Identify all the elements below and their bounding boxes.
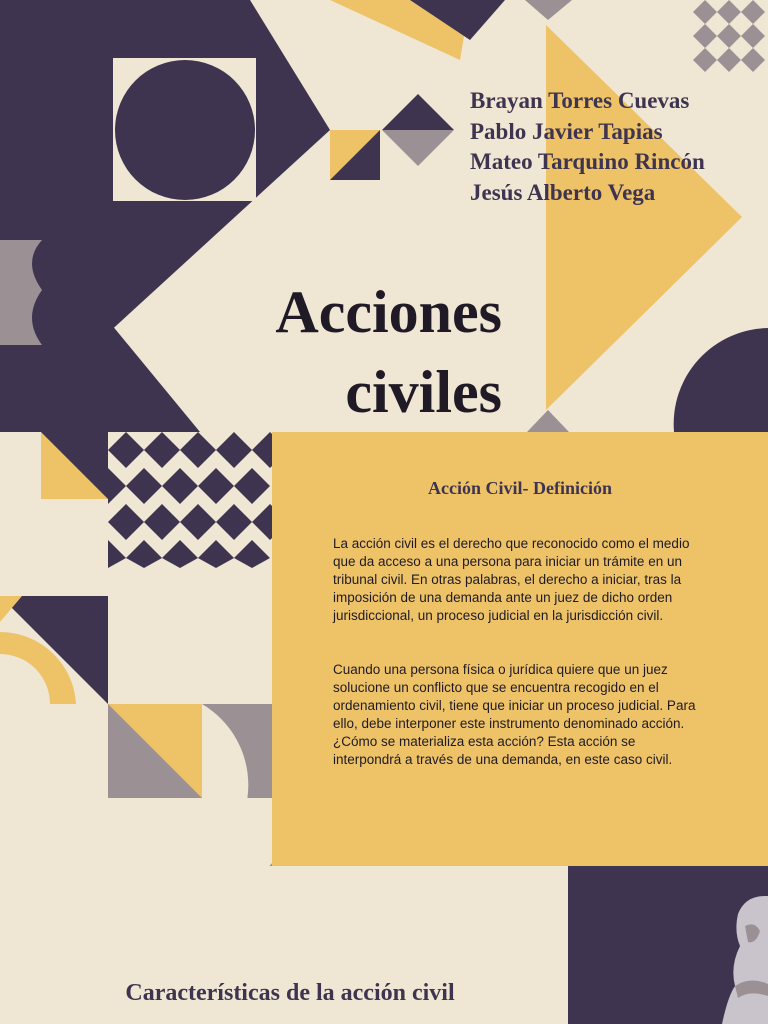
- purple-checker-pattern: [108, 432, 272, 568]
- section-heading: Acción Civil- Definición: [428, 478, 612, 498]
- purple-small-triangle-shape: [382, 94, 454, 130]
- characteristics-slide: [0, 866, 768, 1024]
- author-name: Mateo Tarquino Rincón: [470, 149, 705, 174]
- title-slide: [0, 0, 768, 432]
- gray-diamond-pattern: [693, 0, 765, 72]
- title-line-2: civiles: [345, 359, 502, 425]
- title-line-1: Acciones: [275, 279, 502, 345]
- author-name: Pablo Javier Tapias: [470, 118, 663, 144]
- purple-circle-shape: [115, 60, 255, 200]
- authors-list: [470, 86, 705, 208]
- slide-title: [275, 272, 502, 432]
- paragraph: La acción civil es el derecho que reconocido como el medio que da acceso a una persona para iniciar un trámite en un tribunal civil. En otras palabras, el derecho a iniciar, tras la imposición de una demanda ante un juez de dicho orden jurisdiccional, un proceso judicial en la jurisdicción civil.: [333, 536, 690, 623]
- gray-small-triangle-shape: [382, 130, 454, 166]
- definition-slide: [0, 432, 768, 866]
- paragraph: Cuando una persona física o jurídica quiere que un juez solucione un conflicto que se encuentra recogido en el ordenamiento civil, tiene que iniciar un proceso judicial. Para ello, debe interponer este instrumento denominado acción. ¿Cómo se materializa esta acción? Esta acción se interpondrá a través de una demanda, en este caso civil.: [333, 662, 696, 767]
- definition-panel: [272, 432, 768, 866]
- author-name: Brayan Torres Cuevas: [470, 88, 690, 113]
- section-heading: Características de la acción civil: [125, 980, 455, 1006]
- author-name: Jesús Alberto Vega: [470, 179, 656, 205]
- geometric-side-panel: [0, 432, 272, 866]
- purple-semicircle-shape: [674, 328, 768, 432]
